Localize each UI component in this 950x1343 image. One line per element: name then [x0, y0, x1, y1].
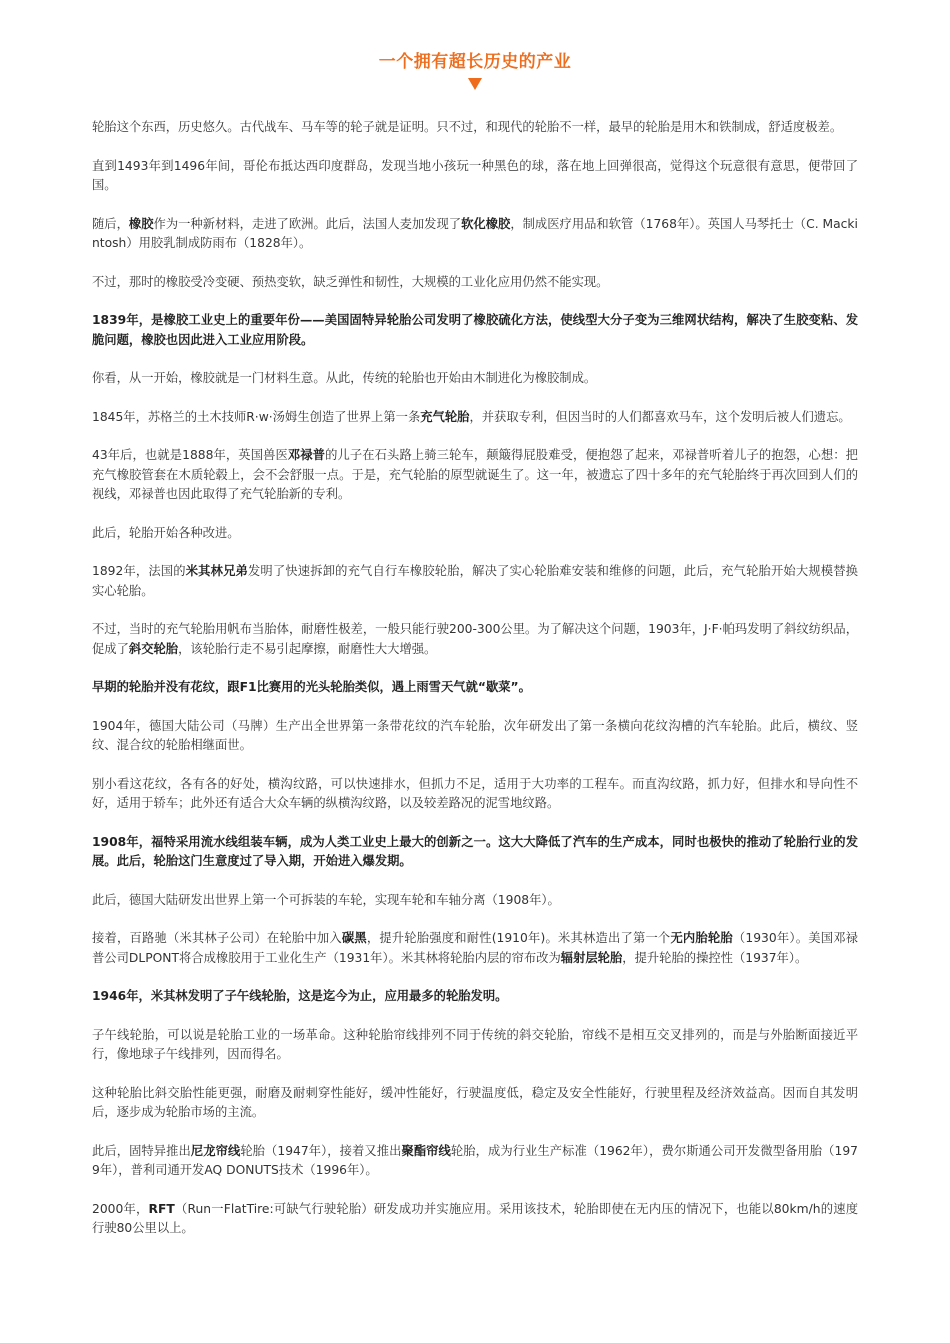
article-paragraph [92, 215, 858, 254]
paragraph-text: 1946年，米其林发明了子午线轮胎，这是迄今为止，应用最多的轮胎发明。 [92, 989, 508, 1003]
paragraph-text: 别小看这花纹，各有各的好处，横沟纹路，可以快速排水，但抓力不足，适用于大功率的工程车。而直沟纹路，抓力好，但排水和导向性不好，适用于轿车；此外还有适合大众车辆的纵横沟纹路，以及较差路况的泥雪地纹路。 [92, 776, 858, 810]
emphasis-text: 橡胶 [128, 216, 154, 231]
down-arrow-icon [468, 78, 482, 90]
paragraph-text: 此后，轮胎开始各种改进。 [92, 525, 240, 540]
emphasis-text: 邓禄普 [287, 448, 326, 462]
article-paragraph [92, 157, 858, 196]
paragraph-text: 1839年，是橡胶工业史上的重要年份——美国固特异轮胎公司发明了橡胶硫化方法，使线型大分子变为三维网状结构，解决了生胶变粘、发脆问题，橡胶也因此进入工业应用阶段。 [92, 313, 858, 347]
paragraph-text: 子午线轮胎，可以说是轮胎工业的一场革命。这种轮胎帘线排列不同于传统的斜交轮胎，帘线不是相互交叉排列的，而是与外胎断面接近平行，像地球子午线排列，因而得名。 [92, 1027, 858, 1061]
article-body [92, 118, 858, 1258]
article-paragraph [92, 1142, 858, 1181]
article-paragraph [92, 987, 858, 1007]
paragraph-text: ，并获取专利，但因当时的人们都喜欢马车，这个发明后被人们遗忘。 [469, 409, 851, 424]
paragraph-text: 不过，当时的充气轮胎用帆布当胎体，耐磨性极差，一般只能行驶200-300公里。为了解决这个问题，1903年，J·F·帕玛发明了斜纹纺织品，促成了 [92, 622, 858, 656]
paragraph-text: ，提升轮胎的操控性（1937年）。 [622, 950, 808, 965]
article-paragraph [92, 1084, 858, 1123]
article-paragraph [92, 273, 858, 293]
paragraph-text: 轮胎，成为行业生产标准（1962年），费尔斯通公司开发微型备用胎（1979年），普利司通开发AQ DONUTS技术（1996年）。 [92, 1143, 858, 1177]
paragraph-text: ，制成医疗用品和软管（1768年）。英国人马琴托士（C. Mackintosh）用胶乳制成防雨布（1828年）。 [92, 216, 858, 250]
paragraph-text: 1908年，福特采用流水线组装车辆，成为人类工业史上最大的创新之一。这大大降低了汽车的生产成本，同时也极快的推动了轮胎行业的发展。此后，轮胎这门生意度过了导入期，开始进入爆发期。 [92, 834, 858, 868]
paragraph-text: 的儿子在石头路上骑三轮车，颠簸得屁股难受，便抱怨了起来，邓禄普听着儿子的抱怨，心想：把充气橡胶管套在木质轮毂上，会不会舒服一点。于是，充气轮胎的原型就诞生了。这一年，被遗忘了四十多年的充气轮胎终于再次回到人们的视线，邓禄普也因此取得了充气轮胎新的专利。 [92, 448, 858, 501]
emphasis-text: 米其林兄弟 [185, 564, 248, 578]
emphasis-text: 聚酯帘线 [401, 1143, 451, 1158]
paragraph-text: 随后， [92, 216, 129, 231]
paragraph-text: ，提升轮胎强度和耐性(1910年)。米其林造出了第一个 [366, 931, 671, 945]
paragraph-text: 这种轮胎比斜交胎性能更强，耐磨及耐刺穿性能好，缓冲性能好，行驶温度低，稳定及安全性能好，行驶里程及经济效益高。因而自其发明后，逐步成为轮胎市场的主流。 [92, 1085, 858, 1119]
paragraph-text: 1845年，苏格兰的土木技师R·w·汤姆生创造了世界上第一条 [92, 409, 421, 424]
paragraph-text: 你看，从一开始，橡胶就是一门材料生意。从此，传统的轮胎也开始由木制进化为橡胶制成。 [92, 371, 597, 385]
paragraph-text: 1892年，法国的 [92, 564, 186, 578]
emphasis-text: 辐射层轮胎 [560, 950, 623, 965]
emphasis-text: 充气轮胎 [420, 409, 470, 424]
paragraph-text: 1904年，德国大陆公司（马牌）生产出全世界第一条带花纹的汽车轮胎，次年研发出了第一条横向花纹沟槽的汽车轮胎。此后，横纹、竖纹、混合纹的轮胎相继面世。 [92, 718, 858, 752]
paragraph-text: 2000年， [92, 1201, 149, 1216]
paragraph-text: 发明了快速拆卸的充气自行车橡胶轮胎，解决了实心轮胎难安装和维修的问题，此后，充气轮胎开始大规模替换实心轮胎。 [92, 564, 858, 598]
emphasis-text: 尼龙帘线 [190, 1143, 241, 1158]
article-paragraph [92, 1200, 858, 1239]
article-paragraph [92, 1026, 858, 1065]
paragraph-text: 43年后，也就是1888年，英国兽医 [92, 448, 288, 462]
paragraph-text: 轮胎（1947年），接着又推出 [240, 1143, 402, 1158]
paragraph-text: 不过，那时的橡胶受冷变硬、预热变软，缺乏弹性和韧性，大规模的工业化应用仍然不能实现。 [92, 274, 609, 289]
article-paragraph [92, 408, 858, 428]
emphasis-text: 斜交轮胎 [128, 641, 179, 656]
paragraph-text: 直到1493年到1496年间，哥伦布抵达西印度群岛，发现当地小孩玩一种黑色的球，落在地上回弹很高，觉得这个玩意很有意思，便带回了国。 [92, 158, 858, 192]
paragraph-text: ，该轮胎行走不易引起摩擦，耐磨性大大增强。 [178, 641, 437, 656]
emphasis-text: 无内胎轮胎 [670, 931, 733, 945]
paragraph-text: 此后，德国大陆研发出世界上第一个可拆装的车轮，实现车轮和车轴分离（1908年）。 [92, 892, 560, 907]
article-paragraph [92, 524, 858, 544]
article-paragraph [92, 833, 858, 872]
article-paragraph [92, 620, 858, 659]
emphasis-text: RFT [148, 1201, 175, 1216]
paragraph-text: 轮胎这个东西，历史悠久。古代战车、马车等的轮子就是证明。只不过，和现代的轮胎不一样，最早的轮胎是用木和铁制成，舒适度极差。 [92, 120, 843, 134]
article-paragraph [92, 118, 858, 138]
article-paragraph [92, 369, 858, 389]
article-paragraph [92, 562, 858, 601]
emphasis-text: 软化橡胶 [461, 216, 511, 231]
article-paragraph [92, 717, 858, 756]
paragraph-text: 接着，百路驰（米其林子公司）在轮胎中加入 [92, 931, 342, 945]
paragraph-text: 作为一种新材料，走进了欧洲。此后，法国人麦加发现了 [153, 216, 462, 231]
page-title: 一个拥有超长历史的产业 [378, 52, 572, 72]
article-paragraph [92, 929, 858, 968]
paragraph-text: （Run一FlatTire:可缺气行驶轮胎）研发成功并实施应用。采用该技术，轮胎即使在无内压的情况下，也能以80km/h的速度行驶80公里以上。 [92, 1201, 859, 1235]
article-paragraph [92, 446, 858, 505]
article-paragraph [92, 311, 858, 350]
emphasis-text: 碳黑 [341, 931, 367, 945]
paragraph-text: 早期的轮胎并没有花纹，跟F1比赛用的光头轮胎类似，遇上雨雪天气就“歇菜”。 [92, 680, 531, 694]
article-paragraph [92, 678, 858, 698]
paragraph-text: （1930年）。美国邓禄普公司DLPONT将合成橡胶用于工业化生产（1931年）。米其林将轮胎内层的帘布改为 [92, 931, 858, 965]
paragraph-text: 此后，固特异推出 [92, 1143, 191, 1158]
article-paragraph [92, 891, 858, 911]
article-paragraph [92, 775, 858, 814]
